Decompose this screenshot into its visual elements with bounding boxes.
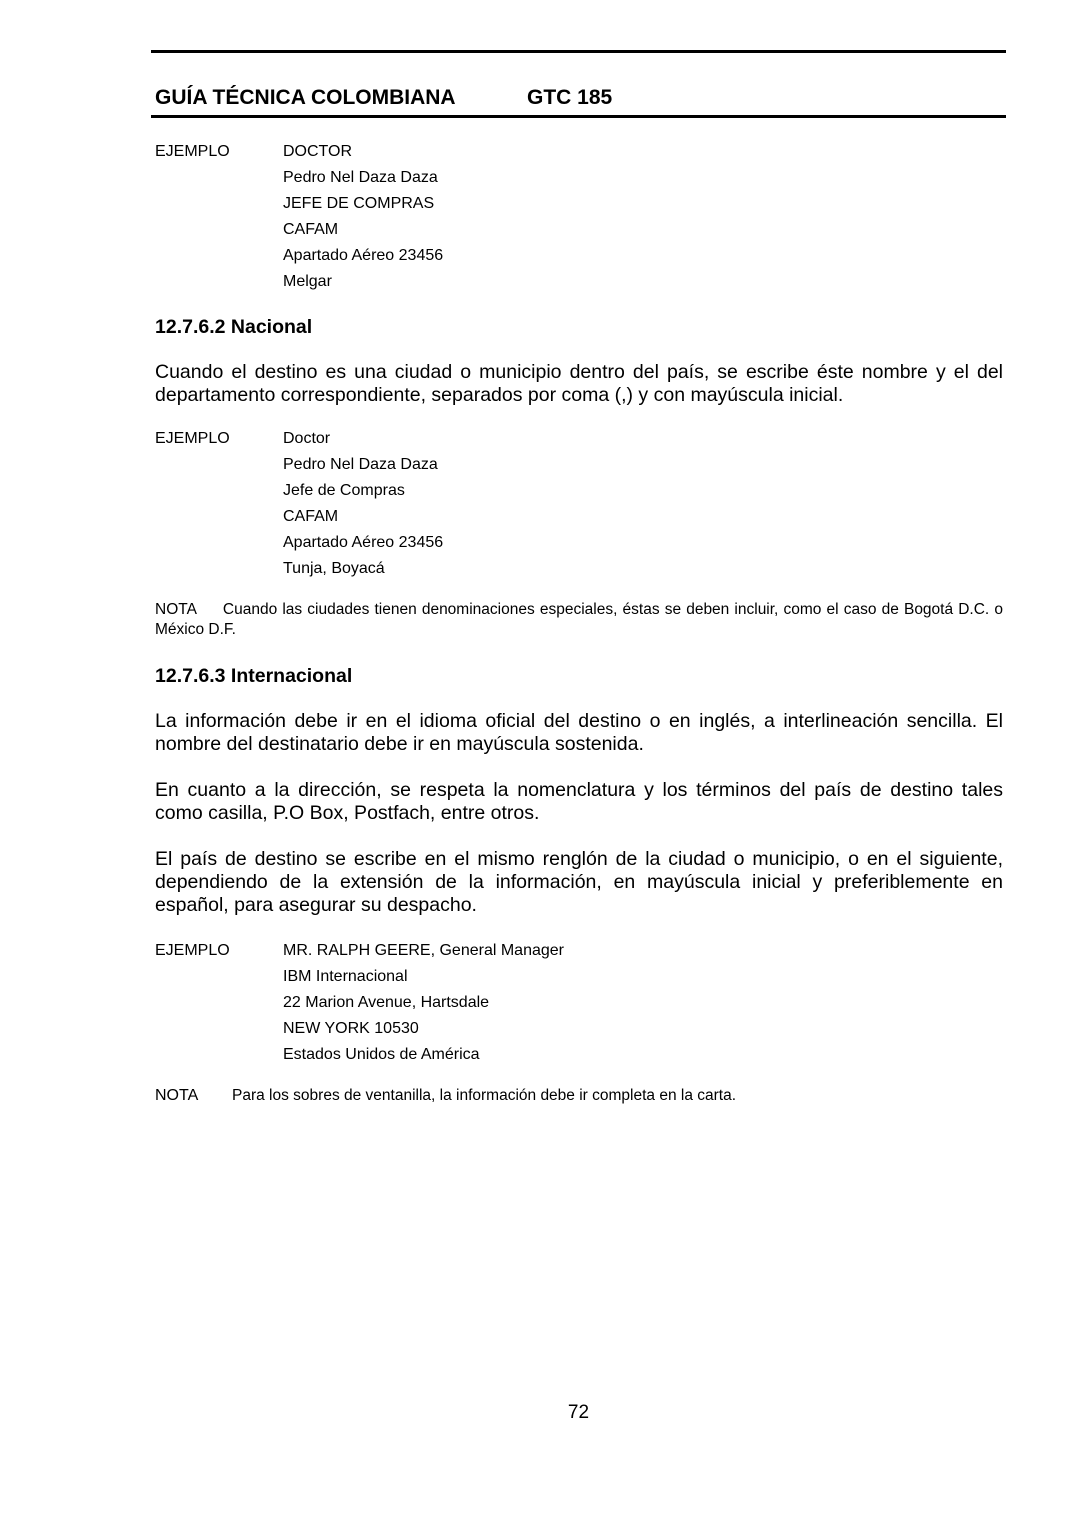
address-line: Pedro Nel Daza Daza	[283, 456, 438, 473]
address-line: Apartado Aéreo 23456	[283, 534, 444, 551]
page-number: 72	[567, 1402, 590, 1423]
address-line: DOCTOR	[283, 143, 353, 160]
header-top-rule	[151, 50, 1006, 53]
paragraph-internacional-1: La información debe ir en el idioma oficial del destino o en inglés, a interlineación sencilla. El nombre del destinatario debe ir en mayúscula sostenida.	[155, 710, 1003, 755]
address-line: IBM Internacional	[283, 968, 408, 985]
address-line: Jefe de Compras	[283, 482, 405, 499]
paragraph-internacional-3: El país de destino se escribe en el mismo renglón de la ciudad o municipio, o en el siguiente, dependiendo de la extensión de la información, en mayúscula inicial y preferiblemente en español, para asegurar su despacho.	[155, 848, 1003, 916]
example-address	[283, 938, 564, 1068]
address-line: 22 Marion Avenue, Hartsdale	[283, 994, 490, 1011]
note-label: NOTA	[155, 601, 197, 618]
example-label: EJEMPLO	[155, 143, 230, 160]
note-text: Para los sobres de ventanilla, la información debe ir completa en la carta.	[232, 1087, 737, 1104]
section-heading-nacional: 12.7.6.2 Nacional	[155, 316, 313, 338]
address-line: NEW YORK 10530	[283, 1020, 419, 1037]
example-address	[283, 139, 443, 295]
address-line: Doctor	[283, 430, 331, 447]
note-label: NOTA	[155, 1087, 199, 1104]
address-line: Tunja, Boyacá	[283, 560, 385, 577]
note-block-1	[155, 600, 1003, 640]
example-label: EJEMPLO	[155, 430, 230, 447]
example-label: EJEMPLO	[155, 942, 230, 959]
header-bottom-rule	[151, 115, 1006, 118]
paragraph-nacional: Cuando el destino es una ciudad o municipio dentro del país, se escribe éste nombre y el del departamento correspondiente, separados por coma (,) y con mayúscula inicial.	[155, 361, 1003, 406]
section-heading-internacional: 12.7.6.3 Internacional	[155, 665, 353, 687]
address-line: Apartado Aéreo 23456	[283, 247, 444, 264]
paragraph-internacional-2: En cuanto a la dirección, se respeta la nomenclatura y los términos del país de destino tales como casilla, P.O Box, Postfach, entre otros.	[155, 779, 1003, 824]
example-address	[283, 426, 443, 582]
address-line: Pedro Nel Daza Daza	[283, 169, 438, 186]
address-line: Estados Unidos de América	[283, 1046, 480, 1063]
address-line: MR. RALPH GEERE, General Manager	[283, 942, 564, 959]
address-line: CAFAM	[283, 221, 339, 238]
document-code: GTC 185	[527, 86, 613, 109]
address-line: CAFAM	[283, 508, 339, 525]
document-title: GUÍA TÉCNICA COLOMBIANA	[155, 86, 456, 109]
address-line: Melgar	[283, 273, 332, 290]
note-text: Cuando las ciudades tienen denominaciones especiales, éstas se deben incluir, como el caso de Bogotá D.C. o México D.F.	[155, 601, 1003, 638]
address-line: JEFE DE COMPRAS	[283, 195, 435, 212]
